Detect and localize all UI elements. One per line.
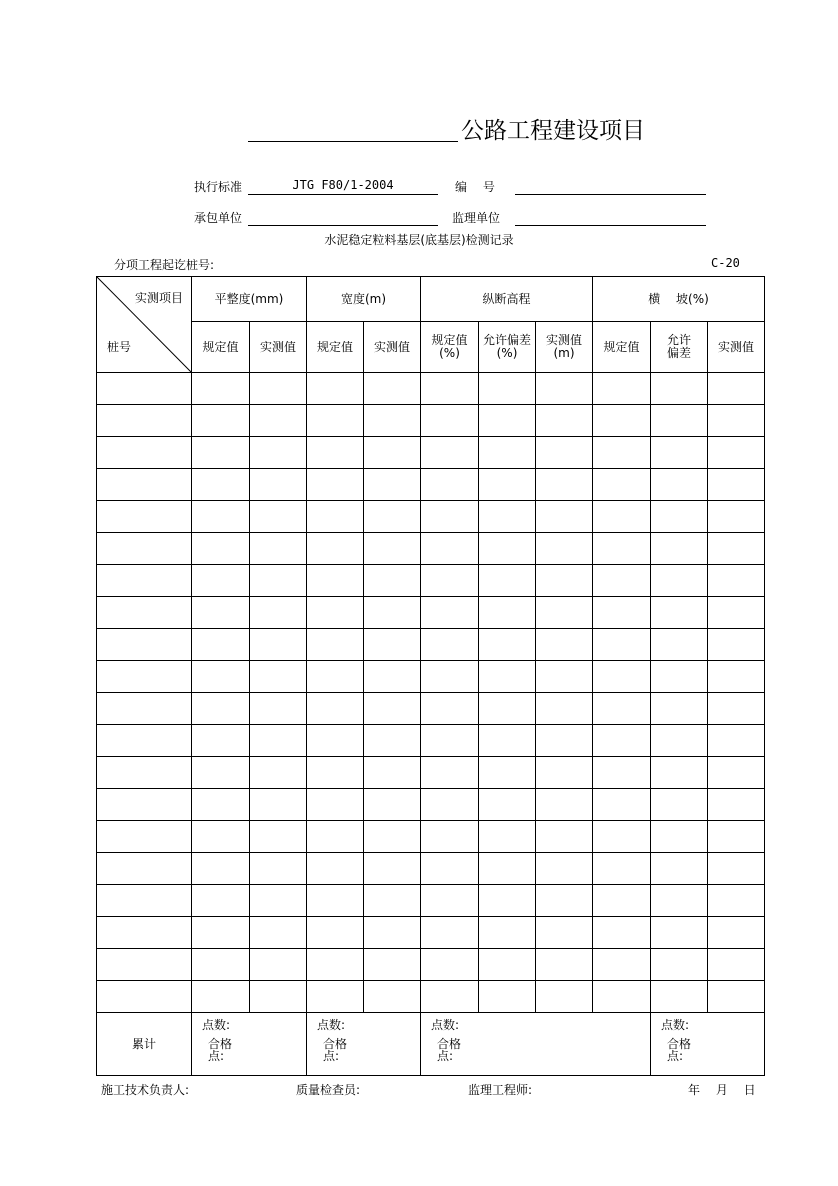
contractor-label: 承包单位	[194, 211, 243, 225]
data-cell[interactable]	[192, 405, 250, 437]
data-cell[interactable]	[307, 917, 364, 949]
data-cell[interactable]	[97, 981, 192, 1013]
data-cell[interactable]	[364, 789, 421, 821]
data-cell[interactable]	[479, 693, 536, 725]
data-cell[interactable]	[97, 853, 192, 885]
data-cell[interactable]	[307, 501, 364, 533]
data-cell[interactable]	[250, 725, 307, 757]
table-row	[97, 757, 765, 789]
data-cell[interactable]	[192, 533, 250, 565]
data-cell[interactable]	[307, 437, 364, 469]
data-cell[interactable]	[192, 757, 250, 789]
data-cell[interactable]	[593, 821, 651, 853]
data-cell[interactable]	[536, 693, 593, 725]
data-cell[interactable]	[536, 437, 593, 469]
data-cell[interactable]	[536, 821, 593, 853]
data-cell[interactable]	[307, 821, 364, 853]
data-cell[interactable]	[651, 693, 708, 725]
data-cell[interactable]	[708, 565, 765, 597]
data-cell[interactable]	[364, 629, 421, 661]
table-row	[97, 405, 765, 437]
data-cell[interactable]	[364, 533, 421, 565]
data-cell[interactable]	[593, 597, 651, 629]
data-cell[interactable]	[593, 949, 651, 981]
data-cell[interactable]	[651, 949, 708, 981]
table-row	[97, 533, 765, 565]
data-cell[interactable]	[651, 789, 708, 821]
points-label: 点数:	[317, 1018, 346, 1032]
data-cell[interactable]	[364, 373, 421, 405]
data-cell[interactable]	[651, 981, 708, 1013]
subheader-cell: 规定值	[307, 322, 364, 373]
subheader-cell: 规定值	[593, 322, 651, 373]
data-cell[interactable]	[364, 885, 421, 917]
data-cell[interactable]	[708, 373, 765, 405]
data-cell[interactable]	[479, 725, 536, 757]
subheader-cell: 允许偏差 (%)	[479, 322, 536, 373]
data-cell[interactable]	[192, 437, 250, 469]
data-cell[interactable]	[651, 725, 708, 757]
summary-width	[307, 1013, 421, 1076]
data-cell[interactable]	[307, 853, 364, 885]
data-cell[interactable]	[593, 501, 651, 533]
data-cell[interactable]	[364, 469, 421, 501]
data-cell[interactable]	[97, 373, 192, 405]
data-cell[interactable]	[97, 949, 192, 981]
data-cell[interactable]	[593, 661, 651, 693]
data-cell[interactable]	[97, 501, 192, 533]
standard-value: JTG F80/1-2004	[248, 178, 438, 195]
data-cell[interactable]	[97, 437, 192, 469]
data-cell[interactable]	[364, 757, 421, 789]
data-cell[interactable]	[192, 629, 250, 661]
data-cell[interactable]	[421, 917, 479, 949]
points-label: 点数:	[431, 1018, 460, 1032]
data-cell[interactable]	[250, 917, 307, 949]
data-cell[interactable]	[421, 597, 479, 629]
data-cell[interactable]	[708, 853, 765, 885]
data-cell[interactable]	[536, 757, 593, 789]
corner-header	[97, 277, 192, 373]
data-cell[interactable]	[421, 405, 479, 437]
data-cell[interactable]	[479, 789, 536, 821]
data-cell[interactable]	[708, 725, 765, 757]
data-cell[interactable]	[364, 853, 421, 885]
data-cell[interactable]	[593, 885, 651, 917]
pass-label: 合格 点:	[667, 1037, 692, 1063]
data-cell[interactable]	[421, 373, 479, 405]
data-cell[interactable]	[307, 373, 364, 405]
group-width: 宽度(m)	[307, 277, 421, 322]
data-cell[interactable]	[307, 533, 364, 565]
data-cell[interactable]	[651, 469, 708, 501]
data-cell[interactable]	[708, 533, 765, 565]
data-cell[interactable]	[97, 693, 192, 725]
data-cell[interactable]	[651, 533, 708, 565]
data-cell[interactable]	[651, 917, 708, 949]
page-title: 公路工程建设项目	[461, 118, 645, 144]
table-row	[97, 661, 765, 693]
table-row	[97, 373, 765, 405]
data-cell[interactable]	[192, 917, 250, 949]
data-cell[interactable]	[97, 597, 192, 629]
data-cell[interactable]	[307, 725, 364, 757]
table-row	[97, 469, 765, 501]
data-cell[interactable]	[97, 821, 192, 853]
pass-label: 合格 点:	[437, 1037, 462, 1063]
data-cell[interactable]	[421, 949, 479, 981]
data-cell[interactable]	[307, 597, 364, 629]
data-cell[interactable]	[708, 789, 765, 821]
data-cell[interactable]	[593, 437, 651, 469]
data-cell[interactable]	[307, 757, 364, 789]
data-cell[interactable]	[479, 469, 536, 501]
corner-bottom-label: 桩号	[107, 340, 132, 354]
data-cell[interactable]	[421, 789, 479, 821]
data-cell[interactable]	[364, 821, 421, 853]
table-row	[97, 629, 765, 661]
table-row	[97, 789, 765, 821]
data-cell[interactable]	[708, 757, 765, 789]
data-cell[interactable]	[479, 629, 536, 661]
table-row	[97, 949, 765, 981]
data-cell[interactable]	[651, 757, 708, 789]
data-cell[interactable]	[479, 565, 536, 597]
data-cell[interactable]	[192, 789, 250, 821]
data-cell[interactable]	[364, 565, 421, 597]
data-cell[interactable]	[250, 565, 307, 597]
data-cell[interactable]	[479, 885, 536, 917]
data-cell[interactable]	[364, 725, 421, 757]
section-label: 分项工程起讫桩号:	[114, 258, 215, 272]
data-cell[interactable]	[536, 469, 593, 501]
subheader-cell: 实测值	[364, 322, 421, 373]
subheader-cell: 实测值 (m)	[536, 322, 593, 373]
data-cell[interactable]	[708, 661, 765, 693]
data-cell[interactable]	[192, 853, 250, 885]
points-label: 点数:	[202, 1018, 231, 1032]
group-flatness: 平整度(mm)	[192, 277, 307, 322]
data-cell[interactable]	[192, 597, 250, 629]
data-cell[interactable]	[97, 629, 192, 661]
group-elevation: 纵断高程	[421, 277, 593, 322]
data-cell[interactable]	[250, 533, 307, 565]
data-cell[interactable]	[536, 373, 593, 405]
supervisor-field	[515, 209, 706, 226]
tech-lead-label: 施工技术负责人:	[101, 1083, 190, 1097]
data-cell[interactable]	[421, 821, 479, 853]
data-cell[interactable]	[364, 917, 421, 949]
data-cell[interactable]	[651, 501, 708, 533]
data-cell[interactable]	[593, 373, 651, 405]
data-cell[interactable]	[651, 853, 708, 885]
data-cell[interactable]	[536, 661, 593, 693]
contractor-field	[248, 209, 438, 226]
data-cell[interactable]	[421, 981, 479, 1013]
data-cell[interactable]	[479, 437, 536, 469]
data-cell[interactable]	[364, 949, 421, 981]
standard-label: 执行标准	[194, 180, 243, 194]
corner-top-label: 实测项目	[134, 291, 183, 305]
data-cell[interactable]	[421, 661, 479, 693]
data-cell[interactable]	[593, 757, 651, 789]
data-cell[interactable]	[250, 949, 307, 981]
data-cell[interactable]	[97, 661, 192, 693]
data-cell[interactable]	[421, 469, 479, 501]
data-cell[interactable]	[479, 661, 536, 693]
data-cell[interactable]	[536, 949, 593, 981]
data-cell[interactable]	[536, 725, 593, 757]
data-cell[interactable]	[192, 885, 250, 917]
form-code: C-20	[711, 256, 740, 270]
data-cell[interactable]	[97, 469, 192, 501]
data-cell[interactable]	[250, 469, 307, 501]
data-cell[interactable]	[651, 437, 708, 469]
data-cell[interactable]	[307, 885, 364, 917]
data-cell[interactable]	[97, 789, 192, 821]
data-cell[interactable]	[536, 565, 593, 597]
data-cell[interactable]	[651, 565, 708, 597]
data-cell[interactable]	[708, 885, 765, 917]
data-cell[interactable]	[250, 821, 307, 853]
supervisor-label: 监理单位	[452, 211, 501, 225]
data-cell[interactable]	[97, 917, 192, 949]
number-field	[515, 178, 706, 195]
data-cell[interactable]	[421, 757, 479, 789]
subheader-cell: 实测值	[250, 322, 307, 373]
data-cell[interactable]	[250, 405, 307, 437]
data-cell[interactable]	[192, 501, 250, 533]
data-cell[interactable]	[479, 757, 536, 789]
group-cross-slope: 横 坡(%)	[593, 277, 765, 322]
data-cell[interactable]	[250, 757, 307, 789]
data-cell[interactable]	[479, 533, 536, 565]
data-cell[interactable]	[364, 501, 421, 533]
data-cell[interactable]	[479, 981, 536, 1013]
pass-label: 合格 点:	[208, 1037, 233, 1063]
data-cell[interactable]	[593, 469, 651, 501]
data-cell[interactable]	[192, 821, 250, 853]
data-cell[interactable]	[192, 661, 250, 693]
table-row	[97, 981, 765, 1013]
form-subtitle: 水泥稳定粒料基层(底基层)检测记录	[324, 233, 514, 247]
data-cell[interactable]	[307, 693, 364, 725]
data-cell[interactable]	[593, 981, 651, 1013]
data-cell[interactable]	[364, 405, 421, 437]
data-cell[interactable]	[479, 917, 536, 949]
subheader-cell: 实测值	[708, 322, 765, 373]
data-cell[interactable]	[364, 981, 421, 1013]
data-cell[interactable]	[536, 917, 593, 949]
data-cell[interactable]	[708, 629, 765, 661]
data-cell[interactable]	[651, 661, 708, 693]
data-cell[interactable]	[250, 853, 307, 885]
data-cell[interactable]	[307, 949, 364, 981]
data-cell[interactable]	[536, 885, 593, 917]
subheader-cell: 规定值	[192, 322, 250, 373]
data-cell[interactable]	[536, 789, 593, 821]
data-cell[interactable]	[250, 437, 307, 469]
data-cell[interactable]	[97, 405, 192, 437]
data-cell[interactable]	[97, 533, 192, 565]
summary-elevation	[421, 1013, 651, 1076]
data-cell[interactable]	[536, 629, 593, 661]
data-cell[interactable]	[250, 981, 307, 1013]
table-row	[97, 725, 765, 757]
data-cell[interactable]	[364, 693, 421, 725]
data-cell[interactable]	[307, 469, 364, 501]
data-cell[interactable]	[250, 501, 307, 533]
data-cell[interactable]	[708, 469, 765, 501]
data-cell[interactable]	[651, 373, 708, 405]
pass-label: 合格 点:	[323, 1037, 348, 1063]
table-row	[97, 501, 765, 533]
data-cell[interactable]	[708, 693, 765, 725]
data-cell[interactable]	[708, 949, 765, 981]
data-cell[interactable]	[421, 853, 479, 885]
data-cell[interactable]	[307, 981, 364, 1013]
data-cell[interactable]	[708, 437, 765, 469]
data-cell[interactable]	[651, 629, 708, 661]
data-cell[interactable]	[593, 693, 651, 725]
data-cell[interactable]	[536, 597, 593, 629]
inspection-table	[96, 276, 765, 1076]
data-cell[interactable]	[479, 949, 536, 981]
data-cell[interactable]	[421, 501, 479, 533]
data-cell[interactable]	[593, 405, 651, 437]
data-cell[interactable]	[479, 821, 536, 853]
data-cell[interactable]	[364, 597, 421, 629]
data-cell[interactable]	[307, 405, 364, 437]
data-cell[interactable]	[192, 469, 250, 501]
data-cell[interactable]	[479, 501, 536, 533]
data-cell[interactable]	[593, 789, 651, 821]
table-row	[97, 565, 765, 597]
table-row	[97, 597, 765, 629]
data-cell[interactable]	[479, 373, 536, 405]
data-cell[interactable]	[421, 725, 479, 757]
data-cell[interactable]	[536, 981, 593, 1013]
data-cell[interactable]	[651, 821, 708, 853]
data-cell[interactable]	[593, 725, 651, 757]
data-cell[interactable]	[421, 565, 479, 597]
data-cell[interactable]	[97, 757, 192, 789]
table-row	[97, 917, 765, 949]
supervising-engineer-label: 监理工程师:	[468, 1083, 533, 1097]
number-label: 编 号	[455, 180, 495, 194]
summary-cross-slope	[651, 1013, 765, 1076]
data-cell[interactable]	[250, 373, 307, 405]
data-cell[interactable]	[192, 693, 250, 725]
data-cell[interactable]	[307, 629, 364, 661]
data-cell[interactable]	[421, 885, 479, 917]
subheader-cell: 允许 偏差	[651, 322, 708, 373]
data-cell[interactable]	[593, 533, 651, 565]
summary-flatness	[192, 1013, 307, 1076]
table-row	[97, 821, 765, 853]
data-cell[interactable]	[192, 981, 250, 1013]
data-cell[interactable]	[250, 629, 307, 661]
table-row	[97, 437, 765, 469]
data-cell[interactable]	[250, 885, 307, 917]
qc-inspector-label: 质量检查员:	[296, 1083, 361, 1097]
data-cell[interactable]	[421, 437, 479, 469]
data-cell[interactable]	[421, 629, 479, 661]
data-cell[interactable]	[536, 533, 593, 565]
data-cell[interactable]	[364, 661, 421, 693]
data-cell[interactable]	[708, 981, 765, 1013]
data-cell[interactable]	[593, 565, 651, 597]
data-cell[interactable]	[536, 853, 593, 885]
data-cell[interactable]	[479, 597, 536, 629]
data-cell[interactable]	[708, 597, 765, 629]
data-cell[interactable]	[250, 789, 307, 821]
data-cell[interactable]	[97, 725, 192, 757]
points-label: 点数:	[661, 1018, 690, 1032]
data-cell[interactable]	[307, 789, 364, 821]
table-row	[97, 853, 765, 885]
table-row	[97, 885, 765, 917]
data-cell[interactable]	[708, 501, 765, 533]
data-cell[interactable]	[536, 501, 593, 533]
data-cell[interactable]	[364, 437, 421, 469]
data-cell[interactable]	[421, 693, 479, 725]
data-cell[interactable]	[479, 853, 536, 885]
data-cell[interactable]	[708, 821, 765, 853]
data-cell[interactable]	[192, 373, 250, 405]
data-cell[interactable]	[593, 853, 651, 885]
data-cell[interactable]	[250, 661, 307, 693]
data-cell[interactable]	[708, 917, 765, 949]
data-cell[interactable]	[250, 693, 307, 725]
data-cell[interactable]	[192, 949, 250, 981]
data-cell[interactable]	[192, 725, 250, 757]
data-cell[interactable]	[593, 917, 651, 949]
data-cell[interactable]	[708, 405, 765, 437]
data-cell[interactable]	[593, 629, 651, 661]
data-cell[interactable]	[651, 597, 708, 629]
data-cell[interactable]	[192, 565, 250, 597]
data-cell[interactable]	[97, 565, 192, 597]
data-cell[interactable]	[536, 405, 593, 437]
data-cell[interactable]	[651, 885, 708, 917]
data-cell[interactable]	[651, 405, 708, 437]
project-name-blank	[248, 141, 458, 142]
data-cell[interactable]	[250, 597, 307, 629]
data-cell[interactable]	[307, 565, 364, 597]
data-cell[interactable]	[421, 533, 479, 565]
date-label: 年 月 日	[688, 1083, 756, 1097]
data-cell[interactable]	[479, 405, 536, 437]
data-cell[interactable]	[307, 661, 364, 693]
summary-label: 累计	[97, 1013, 192, 1076]
table-row	[97, 693, 765, 725]
data-cell[interactable]	[97, 885, 192, 917]
subheader-cell: 规定值 (%)	[421, 322, 479, 373]
